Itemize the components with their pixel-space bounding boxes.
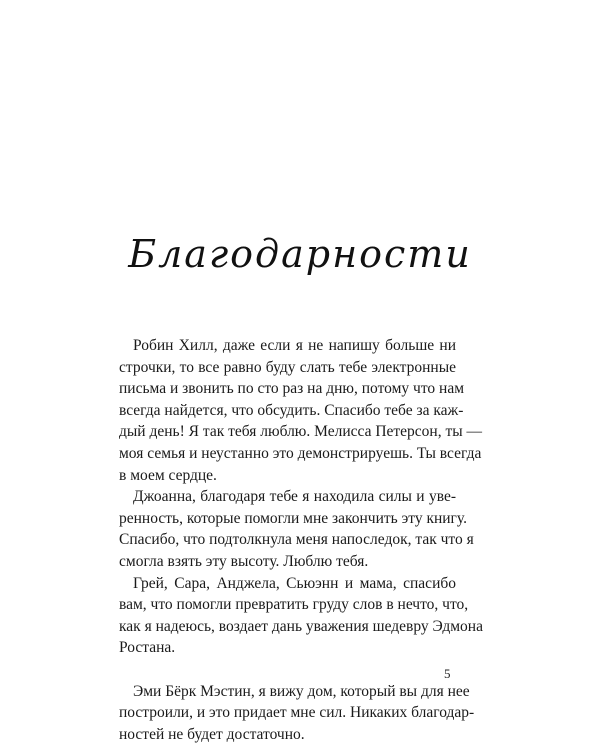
text-line: построили, и это придает мне сил. Никаких благодар- bbox=[119, 704, 475, 722]
text-line: письма и звонить по сто раз на дню, потому что нам bbox=[119, 380, 465, 398]
text-line: как я надеюсь, воздает дань уважения шедевру Эдмона bbox=[119, 617, 483, 635]
text-line: моя семья и неустанно это демонстрируешь. Ты всегда bbox=[119, 444, 482, 462]
text-line: дый день! Я так тебя люблю. Мелисса Петерсон, ты — bbox=[119, 423, 483, 441]
text-line: вам, что помогли превратить груду слов в нечто, что, bbox=[119, 596, 469, 614]
page-number: 5 bbox=[444, 666, 451, 681]
text-line: смогла взять эту высоту. Люблю тебя. bbox=[119, 552, 369, 570]
text-line: в моем сердце. bbox=[119, 466, 217, 484]
text-line: всегда найдется, что обсудить. Спасибо тебе за каж- bbox=[119, 401, 464, 419]
text-line: строчки, то все равно буду слать тебе электронные bbox=[119, 358, 456, 376]
paragraph-gap bbox=[119, 659, 456, 681]
text-line: Джоанна, благодаря тебе я находила силы и уве- bbox=[133, 488, 456, 506]
text-line: Спасибо, что подтолкнула меня напоследок, так что я bbox=[119, 531, 474, 549]
text-line: Грей, Сара, Анджела, Сьюэнн и мама, спасибо bbox=[133, 574, 456, 592]
text-line: Робин Хилл, даже если я не напишу больше ни bbox=[133, 337, 456, 354]
chapter-title: Благодарности bbox=[128, 232, 472, 276]
text-line: ностей не будет достаточно. bbox=[119, 725, 305, 743]
text-line: Эми Бёрк Мэстин, я вижу дом, который вы для нее bbox=[133, 682, 470, 700]
text-line: Ростана. bbox=[119, 639, 176, 657]
text-line: ренность, которые помогли мне закончить эту книгу. bbox=[119, 509, 467, 527]
acknowledgements-text bbox=[119, 335, 483, 745]
